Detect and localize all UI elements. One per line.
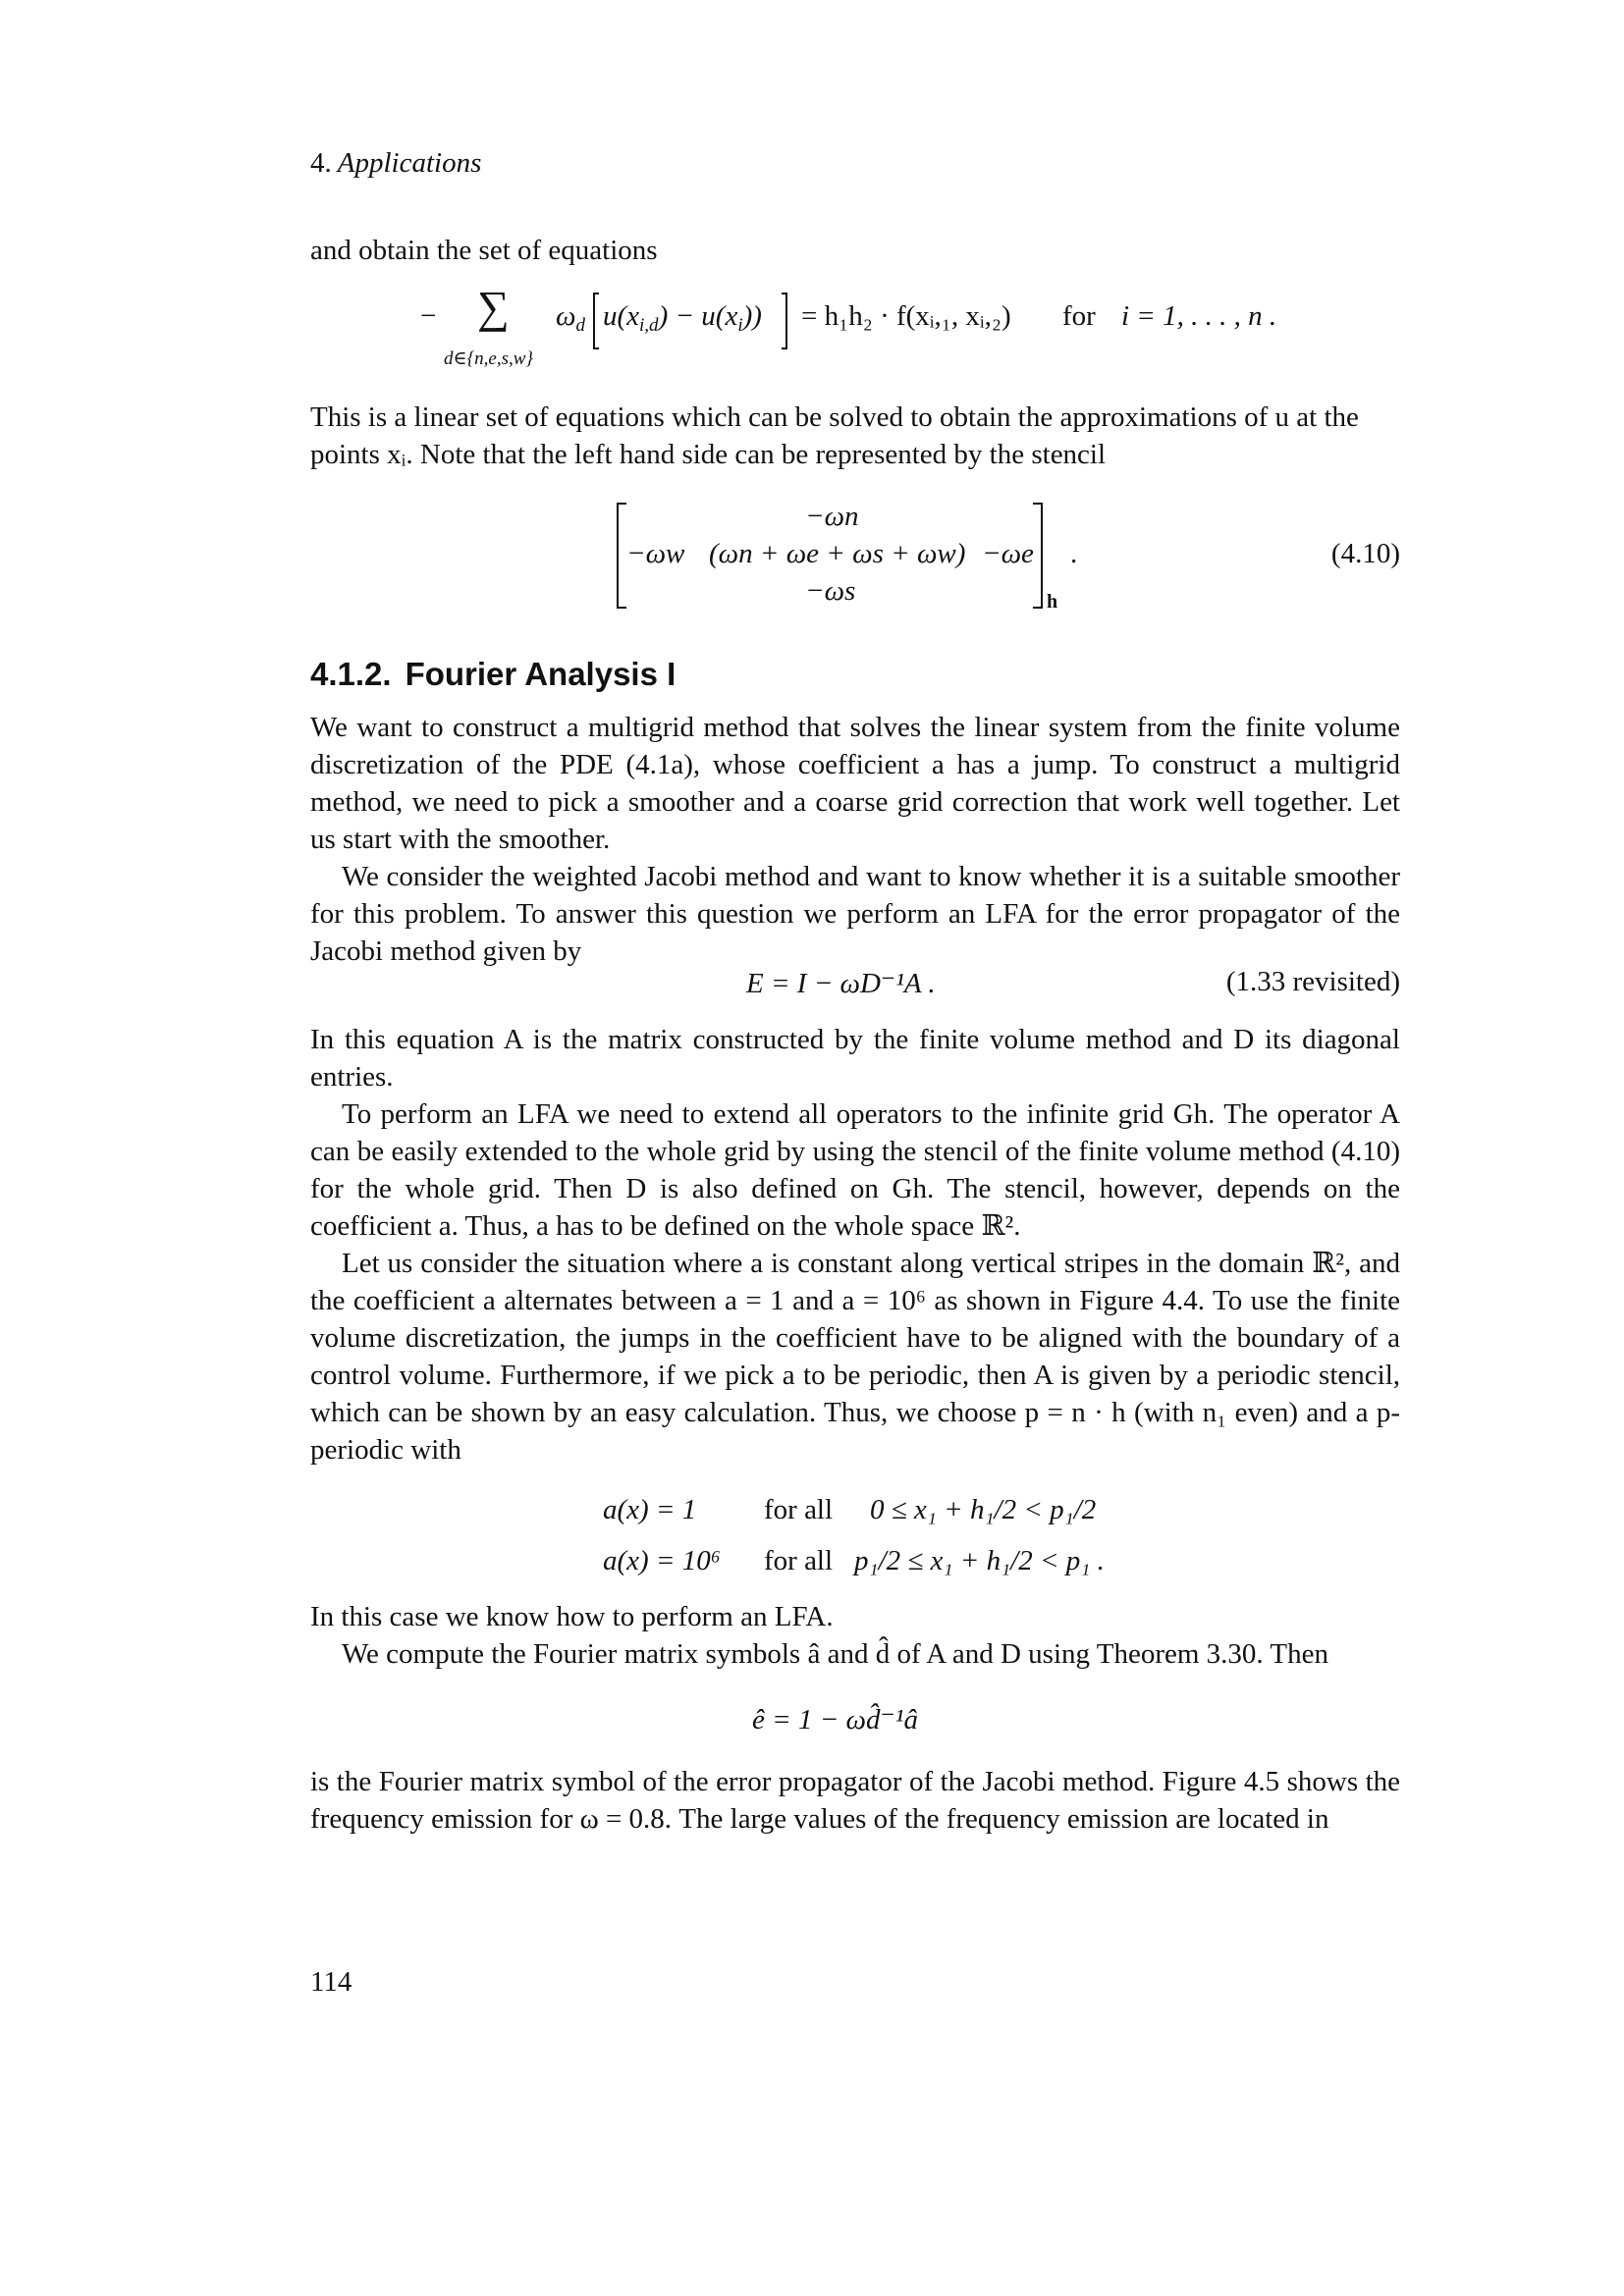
eq3-row2-cond: p₁/2 ≤ x₁ + h₁/2 < p₁ . — [854, 1545, 1105, 1576]
stencil-bottom: −ωs — [805, 575, 856, 607]
eq3-row1-lhs: a(x) = 1 — [603, 1494, 697, 1525]
sum-index: d∈{n,e,s,w} — [444, 348, 534, 369]
eq1-difference: $u(x_{i,d}) - u(x_i)$) — [603, 300, 762, 336]
paragraph-5: In this equation A is the matrix constructed by the finite volume method and D its diagonal entries. — [310, 1024, 1400, 1093]
eq1-rhs: = h₁h₂ · f(xᵢ,₁, xᵢ,₂) — [801, 300, 1011, 332]
equation-fourier-symbol: ê = 1 − ωd̂⁻¹â — [752, 1704, 918, 1735]
paragraph-10: is the Fourier matrix symbol of the error propagator of the Jacobi method. Figure 4.5 shows the frequency emission for ω = 0.8. The large values of the frequency emission are located in — [310, 1766, 1400, 1835]
eq3-row2-lhs: a(x) = 10⁶ — [603, 1545, 721, 1576]
eq2-formula: E = I − ωD⁻¹A . — [746, 968, 936, 999]
stencil-right: −ωe — [982, 538, 1034, 569]
equation-number-1-33: (1.33 revisited) — [1225, 966, 1400, 997]
chapter-number: 4. — [310, 147, 332, 179]
eq1-omega-d: $\omega_d$ — [556, 300, 585, 336]
stencil-center: (ωn + ωe + ωs + ωw) — [709, 538, 966, 569]
section-title: Fourier Analysis I — [405, 656, 677, 692]
section-heading — [310, 656, 676, 693]
paragraph-9: We compute the Fourier matrix symbols â and d̂ of A and D using Theorem 3.30. Then — [342, 1638, 1328, 1670]
stencil-left-bracket — [617, 503, 626, 609]
paragraph-4: We consider the weighted Jacobi method and want to know whether it is a suitable smoother for this problem. To answer this question we perform an LFA for the error propagator of the Jacobi method given by — [310, 861, 1400, 967]
eq3-row1-cond: 0 ≤ x₁ + h₁/2 < p₁/2 — [870, 1494, 1097, 1525]
paragraph-2-line-1: This is a linear set of equations which can be solved to obtain the approximations of u at the — [310, 401, 1359, 433]
eq3-row1-for: for all — [764, 1494, 834, 1525]
running-header — [310, 147, 481, 180]
page-number: 114 — [310, 1966, 352, 1998]
stencil-right-bracket — [1033, 503, 1043, 609]
eq1-left-bracket — [593, 293, 599, 349]
stencil-dot: . — [1070, 538, 1078, 569]
eq1-minus: − — [420, 300, 437, 332]
stencil-left: −ωw — [626, 538, 685, 569]
paragraph-8: In this case we know how to perform an LFA. — [310, 1601, 834, 1632]
equation-number-4-10: (4.10) — [1330, 538, 1400, 569]
eq1-range: i = 1, . . . , n . — [1121, 300, 1277, 332]
section-number: 4.1.2. — [310, 656, 392, 692]
paragraph-2-line-2: points xᵢ. Note that the left hand side can be represented by the stencil — [310, 439, 1107, 470]
sum-symbol: ∑ — [477, 282, 510, 332]
chapter-title: Applications — [337, 147, 482, 179]
eq3-row2-for: for all — [764, 1545, 834, 1576]
paragraph-2 — [310, 399, 1400, 473]
stencil-top: −ωn — [805, 501, 859, 532]
paragraph-1: and obtain the set of equations — [310, 235, 658, 266]
eq1-for: for — [1062, 300, 1096, 332]
paragraph-3: We want to construct a multigrid method that solves the linear system from the finite volume discretization of the PDE (4.1a), whose coefficient a has a jump. To construct a multigrid method, we need to pick a smoother and a coarse grid correction that work well together. Let us start with the smoother. — [310, 712, 1400, 855]
stencil-subscript: h — [1047, 591, 1058, 613]
paragraph-6: To perform an LFA we need to extend all operators to the infinite grid Gh. The operator A can be easily extended to the whole grid by using the stencil of the finite volume method (4.10) for the whole grid. Then D is also defined on Gh. The stencil, however, depends on the coefficient a. Thus, a has to be defined on the whole space ℝ². — [310, 1098, 1400, 1242]
eq1-right-bracket — [782, 293, 787, 349]
paragraph-7: Let us consider the situation where a is constant along vertical stripes in the domain ℝ², and the coefficient a alternates between a = 1 and a = 10⁶ as shown in Figure 4.4. To use the finite volume discretization, the jumps in the coefficient have to be aligned with the boundary of a control volume. Furthermore, if we pick a to be periodic, then A is given by a periodic stencil, which can be shown by an easy calculation. Thus, we choose p = n · h (with n₁ even) and a p-periodic with — [310, 1248, 1400, 1466]
